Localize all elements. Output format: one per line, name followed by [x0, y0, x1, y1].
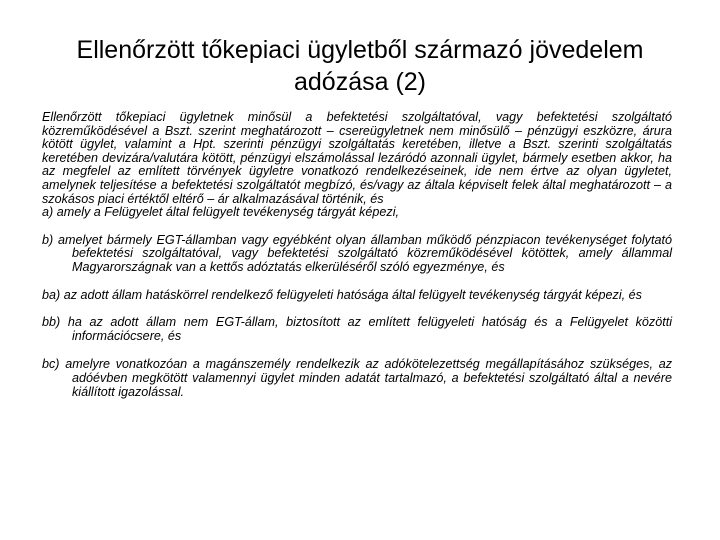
- list-item-ba: ba) az adott állam hatáskörrel rendelkező felügyeleti hatósága által felügyelt tevékenység tárgyát képezi, és: [42, 287, 642, 302]
- list-item-a: a) amely a Felügyelet által felügyelt tevékenység tárgyát képezi,: [42, 205, 400, 220]
- slide-title-line-1: Ellenőrzött tőkepiaci ügyletből származó jövedelem: [76, 36, 644, 64]
- list-item-bc: bc) amelyre vonatkozóan a magánszemély rendelkezik az adókötelezettség megállapításához szükséges, az adóévben megkötött valamennyi ügylet minden adatát tartalmazó, a befektetési szolgáltató által a nevére kiállított igazolással.: [42, 357, 672, 399]
- list-item-bb: bb) ha az adott állam nem EGT-állam, biztosított az említett felügyeleti hatóság és a Felügyelet közötti információcsere, és: [42, 315, 672, 343]
- intro-paragraph: Ellenőrzött tőkepiaci ügyletnek minősül a befektetési szolgáltatóval, vagy befektetési szolgáltató közreműködésével a Bszt. szerint meghatározott – csereügyletnek nem minősülő – pénzügyi eszközre, árura kötött ügylet, valamint a Hpt. szerinti pénzügyi szolgáltatás keretében, illetve a Bszt. szerinti szolgáltatás keretében devizára/valutára kötött, pénzügyi elszámolással lezáródó azonnali ügylet, bármely esetben akkor, ha az megfelel az említett törvények ügyletre vonatkozó rendelkezéseinek, ide nem értve az olyan ügyletet, amelynek teljesítése a befektetési szolgáltatót megbízó, és/vagy az általa képviselt felek által meghatározott – a szokásos piaci értéktől eltérő – ár alkalmazásával történik, és: [42, 110, 672, 206]
- slide-title: [36, 34, 684, 98]
- slide-title-line-2: adózása (2): [293, 68, 427, 96]
- list-item-b: b) amelyet bármely EGT-államban vagy egyébként olyan államban működő pénzpiacon tevékenységet folytató befektetési szolgáltatóval, vagy befektetési szolgáltató közreműködésével kötöttek, amely állammal Magyarországnak van a kettős adóztatás elkerüléséről szóló egyezménye, és: [42, 232, 672, 274]
- slide-body: [42, 111, 672, 399]
